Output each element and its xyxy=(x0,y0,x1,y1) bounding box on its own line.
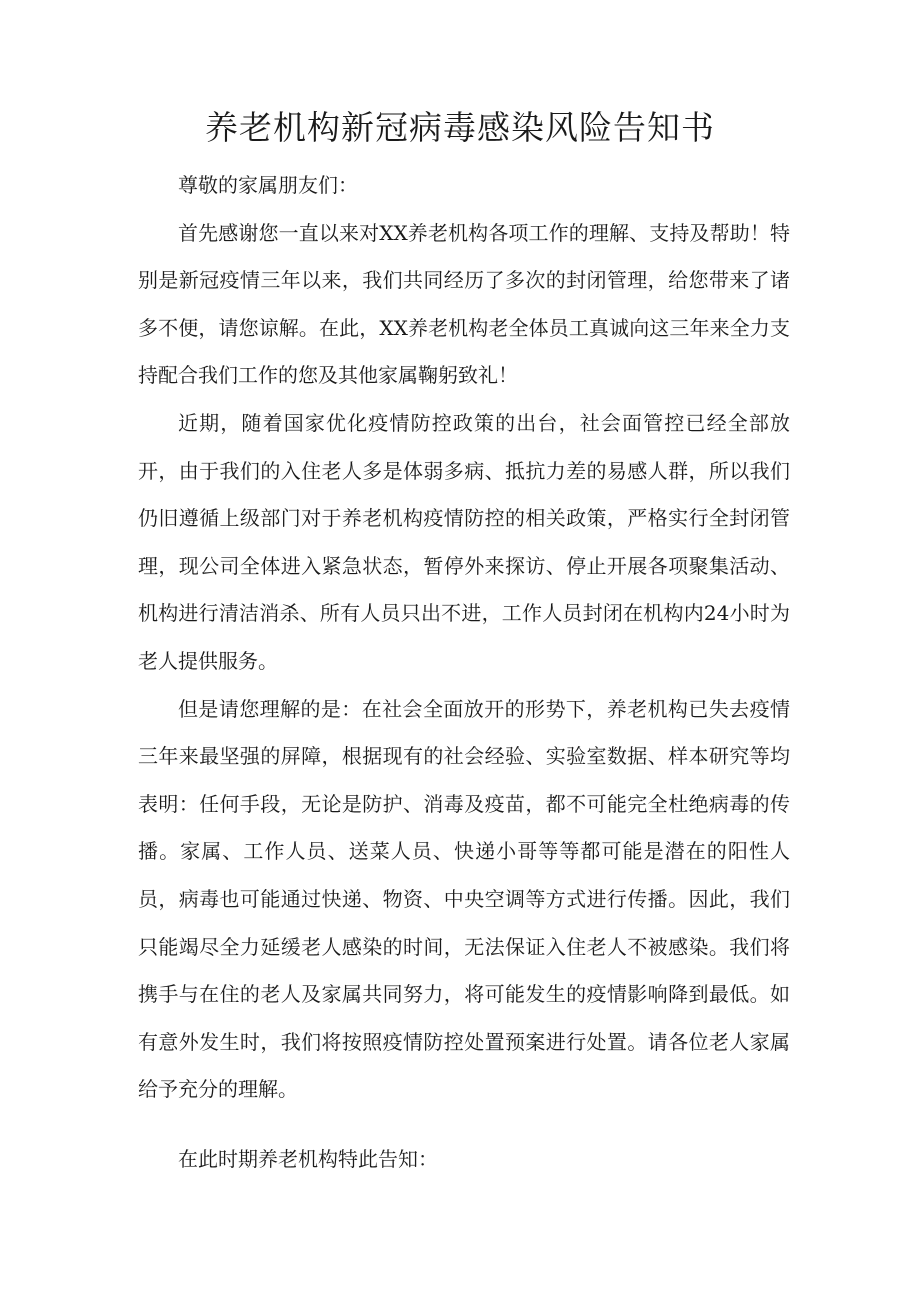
paragraph-risk: 但是请您理解的是：在社会全面放开的形势下，养老机构已失去疫情三年来最坚强的屏障，根据现有的社会经验、实验室数据、样本研究等均表明：任何手段，无论是防护、消毒及疫苗，都不可能完全杜绝病毒的传播。家属、工作人员、送菜人员、快递小哥等等都可能是潜在的阳性人员，病毒也可能通过快递、物资、中央空调等方式进行传播。因此，我们只能竭尽全力延缓老人感染的时间，无法保证入住老人不被感染。我们将携手与在住的老人及家属共同努力，将可能发生的疫情影响降到最低。如有意外发生时，我们将按照疫情防控处置预案进行处置。请各位老人家属给予充分的理解。 xyxy=(138,696,790,1102)
document-body xyxy=(138,162,790,1183)
salutation: 尊敬的家属朋友们： xyxy=(178,173,358,197)
paragraph-policy: 近期，随着国家优化疫情防控政策的出台，社会面管控已经全部放开，由于我们的入住老人多是体弱多病、抵抗力差的易感人群，所以我们仍旧遵循上级部门对于养老机构疫情防控的相关政策，严格实行全封闭管理，现公司全体进入紧急状态，暂停外来探访、停止开展各项聚集活动、机构进行清洁消杀、所有人员只出不进，工作人员封闭在机构内24小时为老人提供服务。 xyxy=(138,410,790,673)
document-title: 养老机构新冠病毒感染风险告知书 xyxy=(205,108,715,147)
closing-line: 在此时期养老机构特此告知： xyxy=(178,1146,438,1171)
paragraph-thanks: 首先感谢您一直以来对XX养老机构各项工作的理解、支持及帮助！特别是新冠疫情三年以来，我们共同经历了多次的封闭管理，给您带来了诸多不便，请您谅解。在此，XX养老机构老全体员工真诚向这三年来全力支持配合我们工作的您及其他家属鞠躬致礼！ xyxy=(138,220,790,388)
